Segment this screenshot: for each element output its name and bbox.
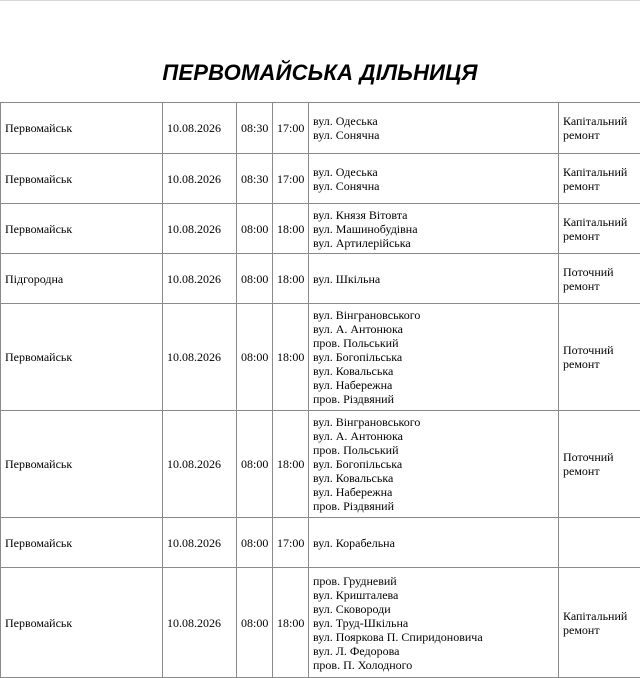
streets-cell [309, 304, 559, 411]
street-item: вул. Одеська [313, 114, 554, 128]
streets-cell [309, 154, 559, 204]
street-item: вул. Пояркова П. Спиридоновича [313, 630, 554, 644]
date-cell: 10.08.2026 [163, 254, 237, 304]
street-item: вул. Вінграновського [313, 308, 554, 322]
time-to-cell: 17:00 [273, 103, 309, 154]
street-item: вул. Сонячна [313, 128, 554, 142]
street-item: вул. Машинобудівна [313, 222, 554, 236]
work-type-label: Капітальний ремонт [563, 609, 637, 637]
work-type-cell [559, 304, 640, 411]
street-item: вул. А. Антонюка [313, 322, 554, 336]
time-to-cell: 18:00 [273, 411, 309, 518]
table-row [1, 304, 640, 411]
time-to-cell: 18:00 [273, 204, 309, 254]
street-item: вул. Шкільна [313, 272, 554, 286]
table-row [1, 254, 640, 304]
outage-schedule-table [0, 102, 640, 678]
street-item: вул. Корабельна [313, 536, 554, 550]
street-item: вул. А. Антонюка [313, 429, 554, 443]
time-to-cell: 17:00 [273, 154, 309, 204]
time-to-cell: 17:00 [273, 518, 309, 568]
street-item: пров. Польський [313, 336, 554, 350]
streets-cell [309, 204, 559, 254]
street-item: пров. Польський [313, 443, 554, 457]
street-item: вул. Артилерійська [313, 236, 554, 250]
location-cell: Первомайськ [1, 154, 163, 204]
work-type-label: Капітальний ремонт [563, 215, 637, 243]
street-item: вул. Набережна [313, 378, 554, 392]
work-type-cell [559, 518, 640, 568]
location-cell: Первомайськ [1, 518, 163, 568]
location-cell: Первомайськ [1, 103, 163, 154]
street-item: вул. Богопільська [313, 350, 554, 364]
time-from-cell: 08:00 [237, 568, 273, 678]
work-type-label: Поточний ремонт [563, 265, 637, 293]
table-row [1, 204, 640, 254]
date-cell: 10.08.2026 [163, 103, 237, 154]
work-type-cell [559, 103, 640, 154]
time-from-cell: 08:00 [237, 204, 273, 254]
table-row [1, 568, 640, 678]
time-to-cell: 18:00 [273, 254, 309, 304]
work-type-cell [559, 411, 640, 518]
street-item: пров. Різдвяний [313, 499, 554, 513]
location-cell: Первомайськ [1, 568, 163, 678]
table-row [1, 518, 640, 568]
street-item: вул. Набережна [313, 485, 554, 499]
work-type-cell [559, 204, 640, 254]
streets-cell [309, 103, 559, 154]
street-item: вул. Богопільська [313, 457, 554, 471]
street-item: вул. Сонячна [313, 179, 554, 193]
table-row [1, 411, 640, 518]
location-cell: Підгородна [1, 254, 163, 304]
date-cell: 10.08.2026 [163, 304, 237, 411]
street-item: вул. Ковальська [313, 364, 554, 378]
work-type-label: Поточний ремонт [563, 450, 637, 478]
work-type-cell [559, 568, 640, 678]
street-item: вул. Труд-Шкільна [313, 616, 554, 630]
time-to-cell: 18:00 [273, 568, 309, 678]
time-from-cell: 08:30 [237, 154, 273, 204]
time-from-cell: 08:00 [237, 518, 273, 568]
street-item: пров. Грудневий [313, 574, 554, 588]
work-type-cell [559, 154, 640, 204]
streets-cell [309, 411, 559, 518]
streets-cell [309, 254, 559, 304]
street-item: пров. Різдвяний [313, 392, 554, 406]
date-cell: 10.08.2026 [163, 204, 237, 254]
top-divider [0, 0, 640, 1]
location-cell: Первомайськ [1, 411, 163, 518]
date-cell: 10.08.2026 [163, 411, 237, 518]
work-type-label: Капітальний ремонт [563, 165, 637, 193]
street-item: вул. Сковороди [313, 602, 554, 616]
location-cell: Первомайськ [1, 304, 163, 411]
page-title: ПЕРВОМАЙСЬКА ДІЛЬНИЦЯ [0, 58, 640, 88]
work-type-label: Капітальний ремонт [563, 114, 637, 142]
work-type-label: Поточний ремонт [563, 343, 637, 371]
streets-cell [309, 518, 559, 568]
streets-cell [309, 568, 559, 678]
street-item: вул. Кришталева [313, 588, 554, 602]
table-row [1, 154, 640, 204]
street-item: вул. Вінграновського [313, 415, 554, 429]
date-cell: 10.08.2026 [163, 568, 237, 678]
time-from-cell: 08:00 [237, 254, 273, 304]
location-cell: Первомайськ [1, 204, 163, 254]
street-item: вул. Л. Федорова [313, 644, 554, 658]
time-to-cell: 18:00 [273, 304, 309, 411]
work-type-cell [559, 254, 640, 304]
street-item: пров. П. Холодного [313, 658, 554, 672]
street-item: вул. Одеська [313, 165, 554, 179]
street-item: вул. Князя Вітовта [313, 208, 554, 222]
street-item: вул. Ковальська [313, 471, 554, 485]
time-from-cell: 08:30 [237, 103, 273, 154]
time-from-cell: 08:00 [237, 411, 273, 518]
table-row [1, 103, 640, 154]
date-cell: 10.08.2026 [163, 518, 237, 568]
date-cell: 10.08.2026 [163, 154, 237, 204]
schedule-table-body [1, 103, 640, 678]
time-from-cell: 08:00 [237, 304, 273, 411]
